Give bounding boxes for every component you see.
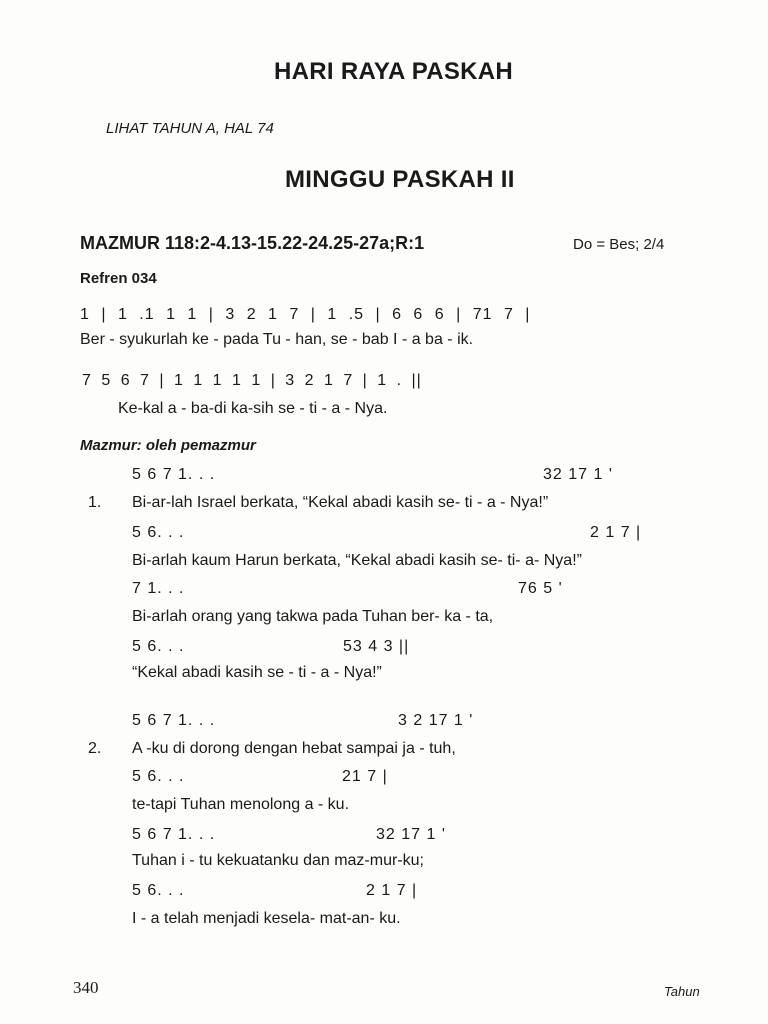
- psalm-label: [80, 437, 256, 454]
- verse-2-line-4-notes-right: 2 1 7 |: [366, 882, 418, 899]
- verse-1-line-4-notes-right: 53 4 3 ||: [343, 638, 410, 655]
- page-title: HARI RAYA PASKAH: [274, 58, 514, 85]
- verse-1-line-3-notes-left: 7 1. . .: [132, 580, 185, 597]
- verse-2-line-1-notes-right: 3 2 17 1 ': [398, 712, 474, 729]
- verse-2-line-1-notes-left: 5 6 7 1. . .: [132, 712, 216, 729]
- page-number: 340: [73, 978, 99, 997]
- verse-2-line-3-notes-left: 5 6 7 1. . .: [132, 826, 216, 843]
- verse-1-line-3-text: Bi-arlah orang yang takwa pada Tuhan ber- ka - ta,: [132, 608, 494, 625]
- psalm-label-text: Mazmur: oleh pemazmur: [80, 437, 256, 454]
- verse-1-line-1-notes-right: 32 17 1 ': [543, 466, 613, 483]
- footer-running-head: Tahun: [664, 984, 700, 999]
- verse-1-line-3-notes-right: 76 5 ': [518, 580, 563, 597]
- refrain-lyrics-line-2: Ke-kal a - ba-di ka-sih se - ti - a - Nya.: [118, 400, 388, 417]
- refrain-lyrics-line-1: Ber - syukurlah ke - pada Tu - han, se - bab I - a ba - ik.: [80, 331, 474, 348]
- verse-1-line-4-text: “Kekal abadi kasih se - ti - a - Nya!”: [132, 664, 382, 681]
- verse-1-line-2-notes-right: 2 1 7 |: [590, 524, 642, 541]
- verse-1-line-1-text: Bi-ar-lah Israel berkata, “Kekal abadi kasih se- ti - a - Nya!”: [132, 494, 549, 511]
- verse-2-line-4-notes-left: 5 6. . .: [132, 882, 185, 899]
- verse-2-line-2-notes-right: 21 7 |: [342, 768, 388, 785]
- refrain-label: Refren 034: [80, 270, 157, 287]
- verse-2-line-2-text: te-tapi Tuhan menolong a - ku.: [132, 796, 350, 813]
- verse-2-number: 2.: [88, 740, 102, 757]
- verse-2-line-4-text: I - a telah menjadi kesela- mat-an- ku.: [132, 910, 401, 927]
- verse-2-line-3-text: Tuhan i - tu kekuatanku dan maz-mur-ku;: [132, 852, 424, 869]
- psalm-title: MAZMUR 118:2-4.13-15.22-24.25-27a;R:1: [80, 233, 425, 253]
- verse-2-line-3-notes-right: 32 17 1 ': [376, 826, 446, 843]
- verse-1-line-2-notes-left: 5 6. . .: [132, 524, 185, 541]
- verse-2-line-1-text: A -ku di dorong dengan hebat sampai ja - tuh,: [132, 740, 456, 757]
- verse-2-line-2-notes-left: 5 6. . .: [132, 768, 185, 785]
- cross-reference: LIHAT TAHUN A, HAL 74: [106, 120, 274, 137]
- verse-1-line-1-notes-left: 5 6 7 1. . .: [132, 466, 216, 483]
- section-title: MINGGU PASKAH II: [285, 166, 515, 193]
- key-signature: Do = Bes; 2/4: [573, 236, 665, 253]
- verse-1-line-2-text: Bi-arlah kaum Harun berkata, “Kekal abadi kasih se- ti- a- Nya!”: [132, 552, 582, 569]
- refrain-notes-line-2: 7 5 6 7 | 1 1 1 1 1 | 3 2 1 7 | 1 . ||: [82, 372, 422, 389]
- verse-1-line-4-notes-left: 5 6. . .: [132, 638, 185, 655]
- refrain-notes-line-1: 1 | 1 .1 1 1 | 3 2 1 7 | 1 .5 | 6 6 6 | 71 7 |: [80, 306, 531, 323]
- verse-1-number: 1.: [88, 494, 102, 511]
